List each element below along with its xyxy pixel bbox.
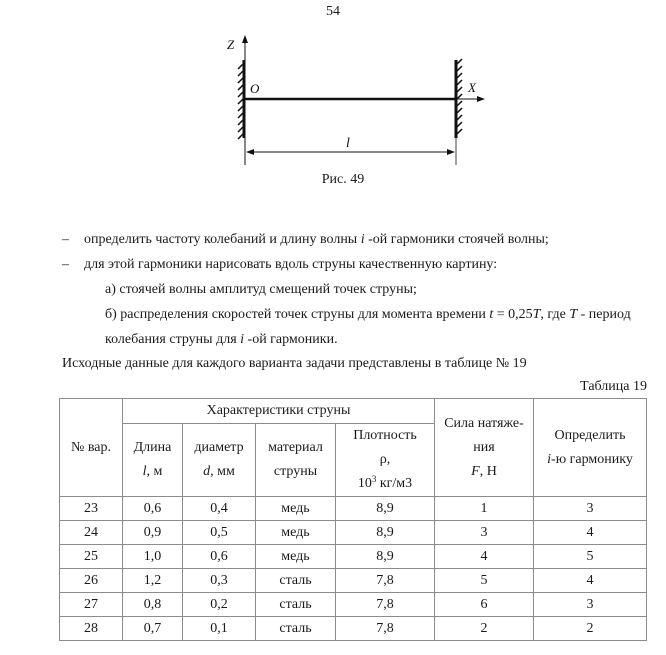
table-row bbox=[60, 617, 647, 641]
cell-density: 7,8 bbox=[336, 617, 435, 641]
cell-tension: 4 bbox=[435, 545, 534, 569]
origin-label: O bbox=[250, 81, 260, 96]
sub-item-b-continuation: колебания струны для i -ой гармоники. bbox=[105, 332, 338, 347]
header-length: Длина l, м bbox=[123, 424, 183, 497]
length-label: l bbox=[346, 136, 350, 151]
z-axis-label: Z bbox=[227, 37, 235, 52]
cell-length: 1,0 bbox=[123, 545, 183, 569]
cell-length: 0,9 bbox=[123, 521, 183, 545]
page-number: 54 bbox=[326, 4, 340, 19]
header-material: материал струны bbox=[256, 424, 336, 497]
table-row bbox=[60, 593, 647, 617]
sub-item-a: а) стоячей волны амплитуд смещений точек струны; bbox=[105, 282, 417, 297]
figure-caption: Рис. 49 bbox=[321, 172, 365, 187]
cell-tension: 6 bbox=[435, 593, 534, 617]
left-wall-icon bbox=[238, 60, 244, 139]
cell-harmonic: 3 bbox=[534, 497, 647, 521]
cell-diameter: 0,5 bbox=[183, 521, 256, 545]
cell-diameter: 0,3 bbox=[183, 569, 256, 593]
cell-harmonic: 2 bbox=[534, 617, 647, 641]
cell-diameter: 0,6 bbox=[183, 545, 256, 569]
header-tension: Сила натяже- ния F, Н bbox=[435, 399, 534, 497]
cell-diameter: 0,4 bbox=[183, 497, 256, 521]
table-row bbox=[60, 545, 647, 569]
table-header-row bbox=[60, 399, 647, 424]
cell-material: медь bbox=[256, 545, 336, 569]
right-wall-icon bbox=[456, 59, 462, 165]
cell-tension: 3 bbox=[435, 521, 534, 545]
cell-harmonic: 5 bbox=[534, 545, 647, 569]
cell-density: 7,8 bbox=[336, 569, 435, 593]
cell-variant: 24 bbox=[60, 521, 123, 545]
cell-density: 8,9 bbox=[336, 545, 435, 569]
cell-harmonic: 3 bbox=[534, 593, 647, 617]
table-row bbox=[60, 521, 647, 545]
cell-tension: 2 bbox=[435, 617, 534, 641]
cell-length: 0,8 bbox=[123, 593, 183, 617]
cell-variant: 26 bbox=[60, 569, 123, 593]
table-row bbox=[60, 569, 647, 593]
sub-item-b: б) распределения скоростей точек струны для момента времени t = 0,25T, где T - период bbox=[105, 307, 631, 322]
cell-tension: 1 bbox=[435, 497, 534, 521]
cell-harmonic: 4 bbox=[534, 569, 647, 593]
data-table bbox=[59, 398, 647, 641]
cell-length: 0,7 bbox=[123, 617, 183, 641]
cell-material: сталь bbox=[256, 617, 336, 641]
header-harmonic: Определить i-ю гармонику bbox=[534, 399, 647, 497]
cell-material: сталь bbox=[256, 569, 336, 593]
cell-variant: 27 bbox=[60, 593, 123, 617]
cell-variant: 28 bbox=[60, 617, 123, 641]
bullet-item-1: – определить частоту колебаний и длину волны i -ой гармоники стоячей волны; bbox=[62, 232, 549, 247]
bullet-item-2: – для этой гармоники нарисовать вдоль струны качественную картину: bbox=[62, 257, 498, 272]
cell-length: 1,2 bbox=[123, 569, 183, 593]
header-diameter: диаметр d, мм bbox=[183, 424, 256, 497]
cell-length: 0,6 bbox=[123, 497, 183, 521]
table-label: Таблица 19 bbox=[580, 379, 647, 394]
cell-variant: 23 bbox=[60, 497, 123, 521]
x-axis-label: X bbox=[468, 80, 476, 95]
table-row bbox=[60, 497, 647, 521]
cell-material: сталь bbox=[256, 593, 336, 617]
header-density: Плотность ρ, $10^3$ кг/м3 bbox=[336, 424, 435, 497]
cell-density: 7,8 bbox=[336, 593, 435, 617]
cell-harmonic: 4 bbox=[534, 521, 647, 545]
cell-variant: 25 bbox=[60, 545, 123, 569]
cell-material: медь bbox=[256, 497, 336, 521]
cell-density: 8,9 bbox=[336, 497, 435, 521]
bullet-dash: – bbox=[62, 257, 69, 272]
cell-density: 8,9 bbox=[336, 521, 435, 545]
cell-material: медь bbox=[256, 521, 336, 545]
cell-tension: 5 bbox=[435, 569, 534, 593]
header-string-characteristics: Характеристики струны bbox=[123, 399, 435, 424]
cell-diameter: 0,1 bbox=[183, 617, 256, 641]
string-diagram bbox=[222, 30, 492, 165]
header-variant: № вар. bbox=[60, 399, 123, 497]
string-figure bbox=[222, 30, 492, 165]
bullet-dash: – bbox=[62, 232, 69, 247]
cell-diameter: 0,2 bbox=[183, 593, 256, 617]
table-intro: Исходные данные для каждого варианта задачи представлены в таблице № 19 bbox=[62, 356, 527, 371]
